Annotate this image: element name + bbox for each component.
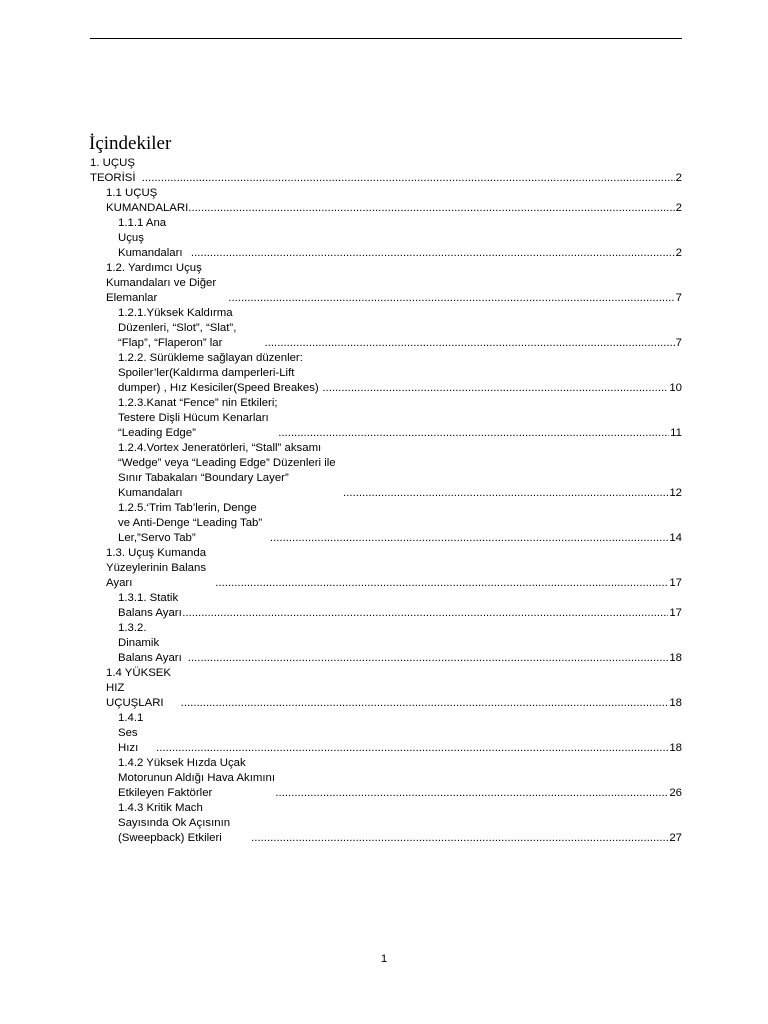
toc-dot-leader xyxy=(251,831,668,846)
toc-dot-leader xyxy=(228,291,674,306)
toc-entry-title: 1.2.5.‘Trim Tab’lerin, Denge ve Anti-Denge “Leading Tab” Ler,”Servo Tab” xyxy=(118,502,263,544)
toc-entry-title: 1.3. Uçuş Kumanda Yüzeylerinin Balans Ayarı xyxy=(106,547,207,589)
toc-entry-title: 1.4.3 Kritik Mach Sayısında Ok Açısının (Sweepback) Etkileri xyxy=(118,802,231,844)
toc-entry-page: 2 xyxy=(675,247,682,259)
toc-entry[interactable] xyxy=(90,261,682,306)
toc-dot-leader xyxy=(181,696,669,711)
toc-entry-title: 1.2.4.Vortex Jeneratörleri, “Stall” aksamı “Wedge” veya “Leading Edge” Düzenleri ile Sınır Tabakaları “Boundary Layer” Kumandaları xyxy=(118,442,336,499)
toc-entry-page: 12 xyxy=(669,487,682,499)
toc-entry-page: 26 xyxy=(669,787,682,799)
toc-entry[interactable] xyxy=(90,666,682,711)
toc-entry-title: 1.4 YÜKSEK HIZ UÇUŞLARI xyxy=(106,667,172,709)
toc-entry-title: 1.1 UÇUŞ KUMANDALARI xyxy=(106,187,189,214)
toc-entry-title: 1.2.3.Kanat “Fence” nin Etkileri; Testere Dişli Hücum Kenarları “Leading Edge” xyxy=(118,397,278,439)
toc-entry[interactable] xyxy=(90,156,682,186)
toc-entry-title: 1.3.2. Dinamik Balans Ayarı xyxy=(118,622,182,664)
toc-entry[interactable] xyxy=(90,396,682,441)
toc-dot-leader xyxy=(265,336,675,351)
toc-entry-title: 1.2.2. Sürükleme sağlayan düzenler: Spoiler’ler(Kaldırma damperleri-Lift dumper) , Hız Kesiciler(Speed Breakes) xyxy=(118,352,319,394)
toc-entry[interactable] xyxy=(90,801,682,846)
toc-entry[interactable] xyxy=(90,591,682,621)
toc-entry-title: 1. UÇUŞ TEORİSİ xyxy=(90,157,136,184)
toc-entry-page: 7 xyxy=(675,292,682,304)
toc-entry-page: 27 xyxy=(669,832,682,844)
toc-entry[interactable] xyxy=(90,306,682,351)
toc-dot-leader xyxy=(182,606,668,621)
toc-dot-leader xyxy=(156,741,668,756)
toc-entry[interactable] xyxy=(90,441,682,501)
toc-entry-title: 1.4.2 Yüksek Hızda Uçak Motorunun Aldığı Hava Akımını Etkileyen Faktörler xyxy=(118,757,276,799)
toc-dot-leader xyxy=(215,576,668,591)
toc-entry[interactable] xyxy=(90,756,682,801)
toc-entry[interactable] xyxy=(90,216,682,261)
toc-entry[interactable] xyxy=(90,186,682,216)
toc-entry-title: 1.4.1 Ses Hızı xyxy=(118,712,144,754)
toc-entry-title: 1.2. Yardımcı Uçuş Kumandaları ve Diğer Elemanlar xyxy=(106,262,217,304)
toc-entry-title: 1.3.1. Statik Balans Ayarı xyxy=(118,592,182,619)
toc-entry-title: 1.2.1.Yüksek Kaldırma Düzenleri, “Slot”, “Slat”, “Flap”, “Flaperon” lar xyxy=(118,307,237,349)
toc-dot-leader xyxy=(142,171,675,186)
toc-title: İçindekiler xyxy=(89,133,172,154)
toc-entry[interactable] xyxy=(90,621,682,666)
toc-entry-page: 18 xyxy=(669,697,682,709)
toc-entry[interactable] xyxy=(90,501,682,546)
toc-entry-page: 18 xyxy=(669,742,682,754)
header-rule xyxy=(90,38,682,39)
toc-dot-leader xyxy=(191,246,675,261)
toc-entry[interactable] xyxy=(90,546,682,591)
toc-entry-page: 11 xyxy=(670,427,682,439)
toc-entry-page: 14 xyxy=(669,532,682,544)
toc-entry[interactable] xyxy=(90,351,682,396)
toc-dot-leader xyxy=(188,201,674,216)
toc-entry-page: 2 xyxy=(675,202,682,214)
table-of-contents xyxy=(90,156,682,846)
toc-entry-page: 2 xyxy=(675,172,682,184)
toc-dot-leader xyxy=(275,786,668,801)
toc-entry-title: 1.1.1 Ana Uçuş Kumandaları xyxy=(118,217,183,259)
toc-dot-leader xyxy=(278,426,669,441)
toc-dot-leader xyxy=(188,651,669,666)
toc-entry[interactable] xyxy=(90,711,682,756)
toc-dot-leader xyxy=(322,381,668,396)
toc-entry-page: 17 xyxy=(669,577,682,589)
toc-dot-leader xyxy=(343,486,668,501)
page-number: 1 xyxy=(380,953,388,965)
toc-entry-page: 18 xyxy=(669,652,682,664)
toc-dot-leader xyxy=(270,531,668,546)
toc-entry-page: 17 xyxy=(669,607,682,619)
toc-entry-page: 7 xyxy=(675,337,682,349)
toc-entry-page: 10 xyxy=(669,382,682,394)
